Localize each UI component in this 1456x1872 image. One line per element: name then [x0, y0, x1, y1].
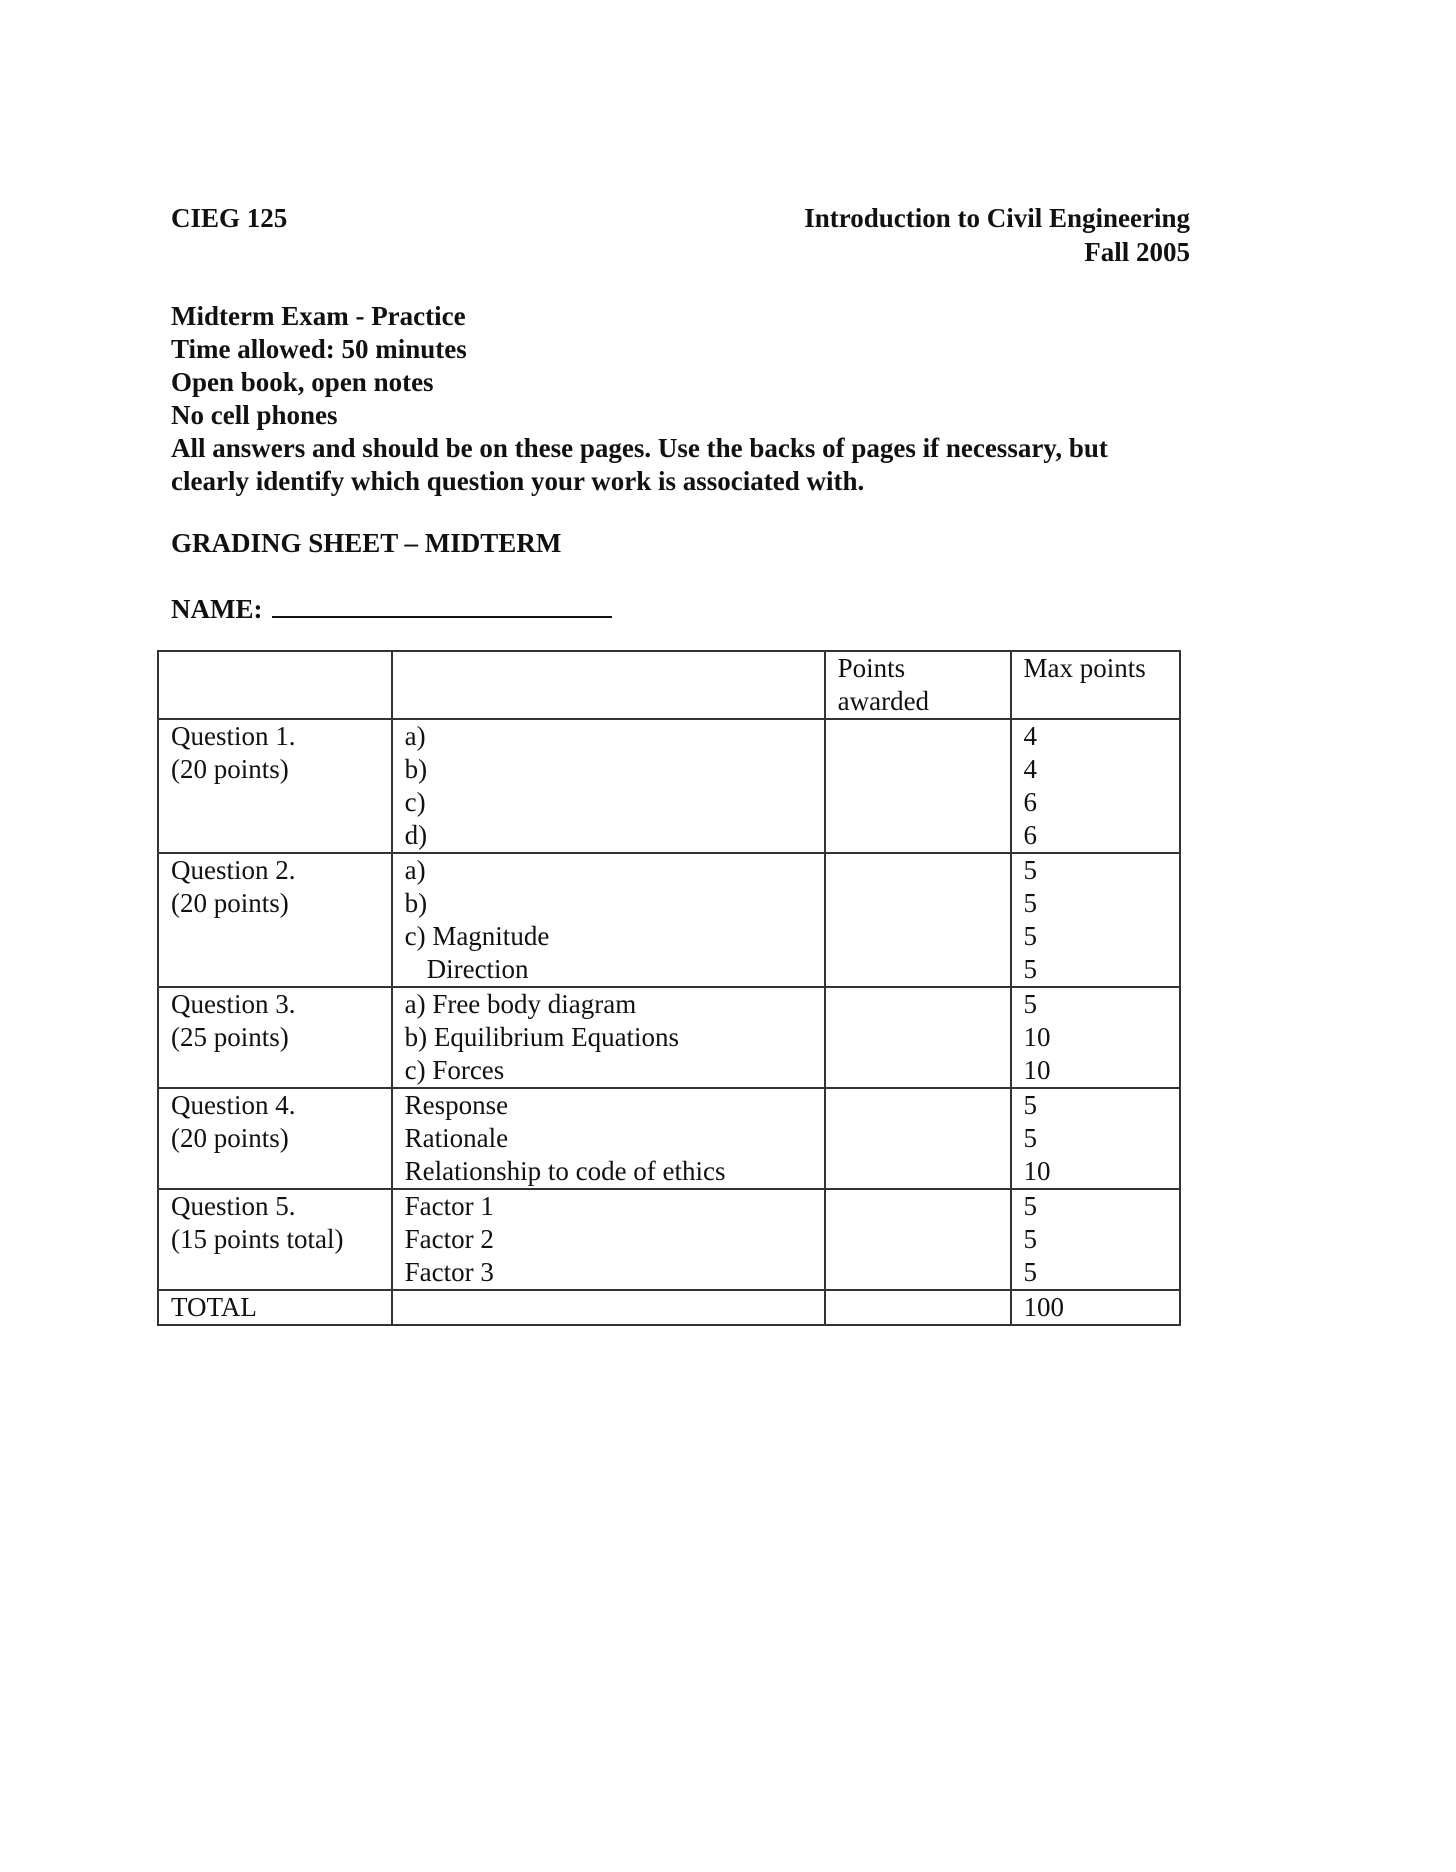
table-row: [158, 1189, 1180, 1290]
max-points-value: 6: [1023, 820, 1038, 850]
max-points-value: 5: [1023, 888, 1038, 918]
part-label: Response: [404, 1090, 509, 1120]
part-label: b): [404, 754, 428, 784]
part-label: Factor 1: [404, 1191, 494, 1221]
max-points-value: 5: [1023, 1123, 1038, 1153]
max-points-cell: [1011, 1189, 1180, 1290]
header-cell-max-points: Max points: [1011, 651, 1180, 719]
no-phones-note: No cell phones: [171, 400, 338, 430]
part-label: c): [404, 787, 426, 817]
grading-table: [157, 650, 1181, 1326]
question-points: (20 points): [171, 754, 289, 784]
header-cell-question: [158, 651, 392, 719]
question-cell: [158, 987, 392, 1088]
course-code: CIEG 125: [171, 203, 288, 233]
table-row: [158, 1088, 1180, 1189]
max-points-value: 5: [1023, 989, 1038, 1019]
question-cell: [158, 853, 392, 987]
max-points-value: 10: [1023, 1055, 1051, 1085]
max-points-value: 4: [1023, 754, 1038, 784]
open-book-note: Open book, open notes: [171, 367, 434, 397]
parts-cell: [392, 987, 825, 1088]
max-points-value: 10: [1023, 1022, 1051, 1052]
part-label: c) Magnitude: [404, 921, 550, 951]
max-points-cell: [1011, 719, 1180, 853]
points-awarded-cell[interactable]: [825, 853, 1011, 987]
max-points-cell: [1011, 1088, 1180, 1189]
points-awarded-cell[interactable]: [825, 719, 1011, 853]
part-label: a): [404, 721, 426, 751]
question-cell: [158, 1088, 392, 1189]
points-awarded-cell[interactable]: [825, 1088, 1011, 1189]
total-label: TOTAL: [158, 1290, 392, 1325]
question-points: (15 points total): [171, 1224, 344, 1254]
question-points: (25 points): [171, 1022, 289, 1052]
table-row: [158, 719, 1180, 853]
max-points-value: 5: [1023, 855, 1038, 885]
part-label: d): [404, 820, 428, 850]
total-max-points: 100: [1011, 1290, 1180, 1325]
part-label: b) Equilibrium Equations: [404, 1022, 680, 1052]
header-cell-points-awarded: [825, 651, 1011, 719]
part-label: Relationship to code of ethics: [404, 1156, 726, 1186]
part-label: Direction: [426, 954, 529, 984]
header-points-line2: awarded: [837, 686, 930, 716]
name-label: NAME:: [171, 594, 263, 624]
time-allowed: Time allowed: 50 minutes: [171, 334, 467, 364]
max-points-value: 4: [1023, 721, 1038, 751]
question-label: Question 1.: [171, 721, 296, 751]
part-label: c) Forces: [404, 1055, 505, 1085]
max-points-value: 5: [1023, 954, 1038, 984]
max-points-value: 5: [1023, 1191, 1038, 1221]
part-label: Rationale: [404, 1123, 509, 1153]
parts-cell: [392, 719, 825, 853]
parts-cell: [392, 1189, 825, 1290]
answers-note-line1: All answers and should be on these pages. Use the backs of pages if necessary, but: [171, 433, 1108, 463]
question-cell: [158, 1189, 392, 1290]
header-cell-part: [392, 651, 825, 719]
parts-cell: [392, 1088, 825, 1189]
exam-instructions: [171, 300, 1201, 498]
total-points-awarded-cell[interactable]: [825, 1290, 1011, 1325]
name-field: [171, 590, 612, 625]
question-cell: [158, 719, 392, 853]
question-label: Question 5.: [171, 1191, 296, 1221]
max-points-cell: [1011, 853, 1180, 987]
question-label: Question 2.: [171, 855, 296, 885]
exam-title: Midterm Exam - Practice: [171, 301, 466, 331]
part-label: a) Free body diagram: [404, 989, 637, 1019]
name-blank-line[interactable]: [272, 590, 612, 618]
table-row: [158, 987, 1180, 1088]
part-label: Factor 2: [404, 1224, 494, 1254]
table-header-row: [158, 651, 1180, 719]
total-parts-cell: [392, 1290, 825, 1325]
part-label: a): [404, 855, 426, 885]
answers-note-line2: clearly identify which question your work is associated with.: [171, 466, 865, 496]
table-row: [158, 853, 1180, 987]
question-points: (20 points): [171, 1123, 289, 1153]
max-points-value: 5: [1023, 1257, 1038, 1287]
question-points: (20 points): [171, 888, 289, 918]
max-points-value: 5: [1023, 1090, 1038, 1120]
header-points-line1: Points: [837, 653, 906, 683]
total-row: [158, 1290, 1180, 1325]
part-label: b): [404, 888, 428, 918]
question-label: Question 3.: [171, 989, 296, 1019]
max-points-value: 6: [1023, 787, 1038, 817]
max-points-value: 5: [1023, 921, 1038, 951]
max-points-value: 5: [1023, 1224, 1038, 1254]
course-title: Introduction to Civil Engineering: [804, 203, 1190, 233]
points-awarded-cell[interactable]: [825, 987, 1011, 1088]
part-label: Factor 3: [404, 1257, 494, 1287]
question-label: Question 4.: [171, 1090, 296, 1120]
sheet-title: GRADING SHEET – MIDTERM: [171, 528, 562, 558]
max-points-cell: [1011, 987, 1180, 1088]
term: Fall 2005: [1084, 237, 1190, 267]
points-awarded-cell[interactable]: [825, 1189, 1011, 1290]
parts-cell: [392, 853, 825, 987]
max-points-value: 10: [1023, 1156, 1051, 1186]
